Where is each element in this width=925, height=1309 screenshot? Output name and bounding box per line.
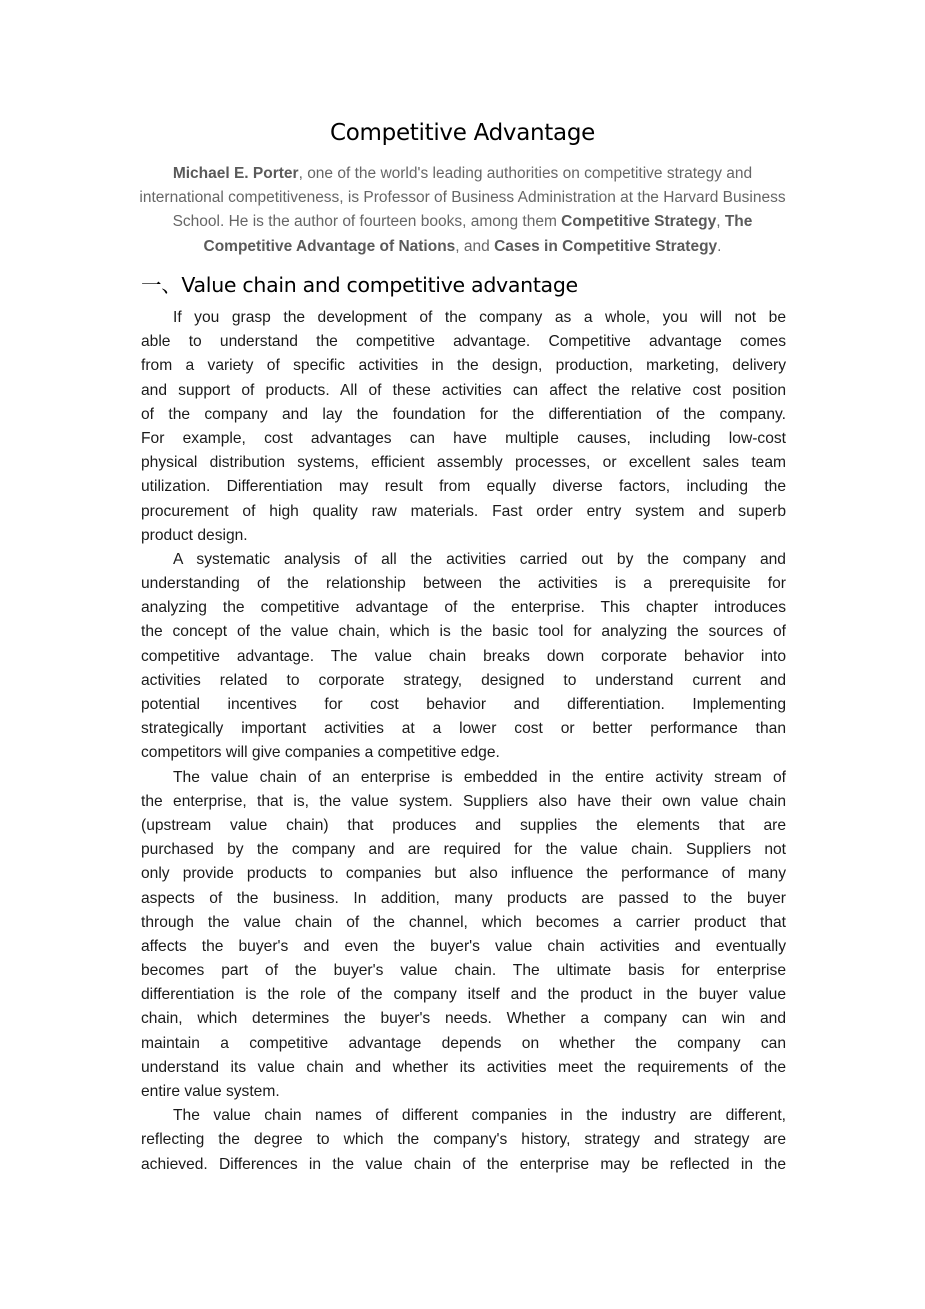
intro-text: . — [717, 237, 722, 255]
intro-bold-text: Cases in Competitive Strategy — [494, 237, 718, 255]
text-line: aspects of the business. In addition, many products are passed to the buyer — [141, 889, 786, 907]
text-line: competitors will give companies a competitive edge. — [141, 744, 500, 762]
text-line: A systematic analysis of all the activities carried out by the company and — [173, 550, 786, 568]
author-intro — [130, 162, 795, 259]
text-line: achieved. Differences in the value chain of the enterprise may be reflected in the — [141, 1155, 786, 1173]
document-title: Competitive Advantage — [330, 120, 595, 146]
text-line: only provide products to companies but also influence the performance of many — [141, 865, 786, 883]
paragraph — [141, 548, 786, 766]
text-line: differentiation is the role of the company itself and the product in the buyer value — [141, 986, 786, 1004]
section-heading: 一、Value chain and competitive advantage — [141, 273, 578, 297]
text-line: physical distribution systems, efficient assembly processes, or excellent sales team — [141, 454, 786, 472]
text-line: understand its value chain and whether its activities meet the requirements of the — [141, 1058, 786, 1076]
text-line: If you grasp the development of the company as a whole, you will not be — [173, 309, 786, 326]
text-line: the enterprise, that is, the value system. Suppliers also have their own value chain — [141, 792, 786, 810]
text-line: becomes part of the buyer's value chain. The ultimate basis for enterprise — [141, 962, 786, 980]
body-text — [141, 306, 786, 1177]
text-line: maintain a competitive advantage depends on whether the company can — [141, 1034, 786, 1052]
intro-bold-text: The Competitive Advantage of Nations — [203, 213, 753, 255]
text-line: affects the buyer's and even the buyer's value chain activities and eventually — [141, 937, 786, 955]
intro-text: , and — [455, 237, 495, 255]
intro-bold-text: Competitive Strategy — [561, 213, 717, 231]
intro-bold-text: Michael E. Porter — [172, 165, 299, 182]
text-line: strategically important activities at a lower cost or better performance than — [141, 720, 786, 738]
intro-text: , — [716, 213, 725, 231]
text-line: competitive advantage. The value chain breaks down corporate behavior into — [141, 647, 786, 665]
text-line: product design. — [141, 526, 248, 544]
text-line: analyzing the competitive advantage of the enterprise. This chapter introduces — [141, 599, 786, 617]
text-line: and support of products. All of these activities can affect the relative cost position — [141, 381, 786, 399]
paragraph — [141, 306, 786, 548]
text-line: from a variety of specific activities in the design, production, marketing, delivery — [141, 357, 786, 375]
text-line: understanding of the relationship between the activities is a prerequisite for — [141, 575, 786, 593]
text-line: activities related to corporate strategy, designed to understand current and — [141, 671, 786, 689]
text-line: of the company and lay the foundation for the differentiation of the company. — [141, 405, 786, 423]
text-line: able to understand the competitive advantage. Competitive advantage comes — [141, 333, 786, 351]
text-line: (upstream value chain) that produces and supplies the elements that are — [141, 816, 786, 834]
text-line: potential incentives for cost behavior and differentiation. Implementing — [141, 696, 786, 713]
intro-text: , one of the world's leading authorities on competitive strategy and international competitiveness, is Professor of Business Administration at the Harvard Business School. He is the author of fourteen books, among them — [139, 165, 786, 231]
text-line: For example, cost advantages can have multiple causes, including low-cost — [141, 429, 786, 447]
text-line: entire value system. — [141, 1083, 280, 1100]
text-line: through the value chain of the channel, which becomes a carrier product that — [141, 913, 786, 931]
text-line: purchased by the company and are required for the value chain. Suppliers not — [141, 841, 786, 859]
paragraph — [141, 766, 786, 1105]
text-line: reflecting the degree to which the company's history, strategy and strategy are — [141, 1131, 786, 1149]
text-line: chain, which determines the buyer's needs. Whether a company can win and — [141, 1010, 786, 1028]
text-line: the concept of the value chain, which is the basic tool for analyzing the sources of — [141, 623, 786, 641]
text-line: utilization. Differentiation may result from equally diverse factors, including the — [141, 478, 786, 496]
paragraph — [141, 1104, 786, 1177]
text-line: The value chain names of different companies in the industry are different, — [173, 1107, 786, 1125]
text-line: The value chain of an enterprise is embedded in the entire activity stream of — [173, 768, 786, 786]
text-line: procurement of high quality raw materials. Fast order entry system and superb — [141, 502, 786, 520]
